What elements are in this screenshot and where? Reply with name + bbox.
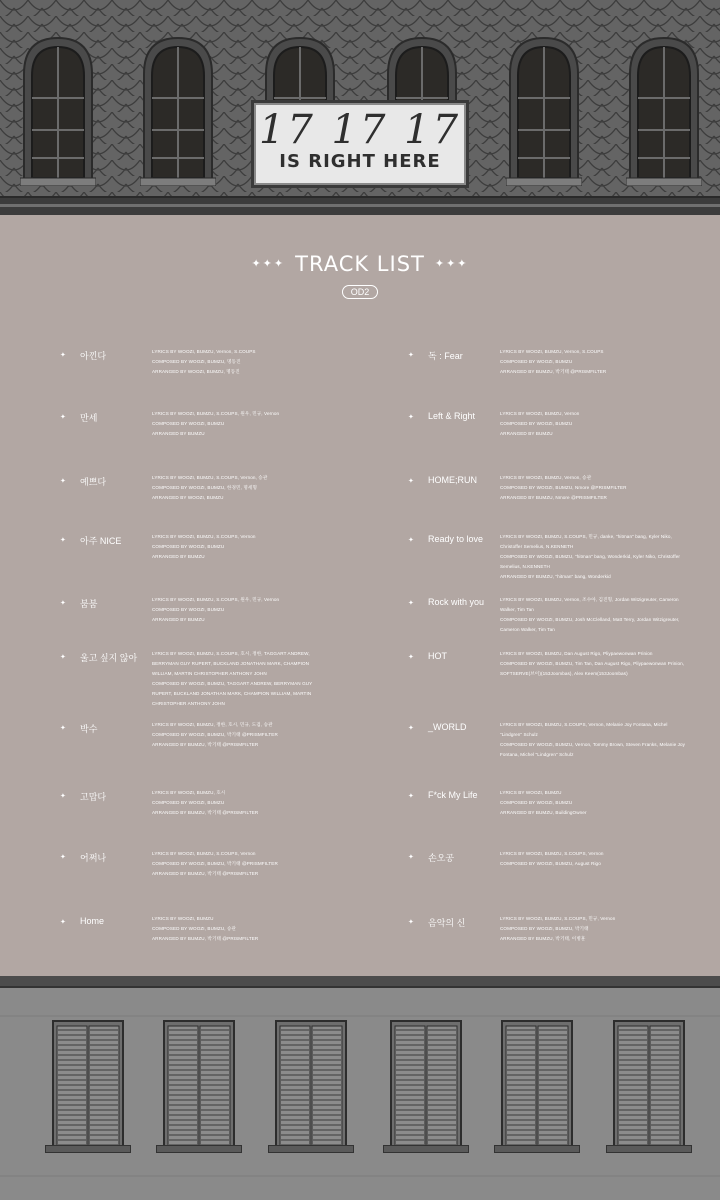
credit-line: COMPOSED BY WOOZI, BUMZU, 박기태 bbox=[500, 926, 589, 931]
bullet-icon: ✦ bbox=[408, 854, 414, 861]
credit-line: LYRICS BY WOOZI, BUMZU bbox=[152, 916, 214, 921]
credit-line: ARRANGED BY BUMZU bbox=[152, 554, 205, 559]
credit-line: COMPOSED BY WOOZI, BUMZU, "hitman" bang, Wonderkid, Kyler Niko, Christoffer Semelius, N.KENNETH bbox=[500, 554, 681, 569]
track-credits bbox=[152, 347, 317, 377]
bullet-icon: ✦ bbox=[60, 414, 66, 421]
window-sill bbox=[156, 1145, 242, 1153]
credit-line: COMPOSED BY WOOZI, BUMZU, 한경민, 명세형 bbox=[152, 485, 257, 490]
credit-line: COMPOSED BY WOOZI, BUMZU, 명동진 bbox=[152, 359, 241, 364]
credit-line: COMPOSED BY WOOZI, BUMZU bbox=[500, 359, 573, 364]
arched-window-2 bbox=[140, 34, 216, 186]
bullet-icon: ✦ bbox=[408, 654, 414, 661]
credit-line: LYRICS BY WOOZI, BUMZU, S.COUPS, Vernon bbox=[152, 534, 256, 539]
arched-window-1 bbox=[20, 34, 96, 186]
track-credits bbox=[152, 849, 317, 879]
track-credits bbox=[152, 473, 317, 503]
track-credits bbox=[152, 532, 317, 562]
stars-right-icon: ✦✦✦ bbox=[434, 258, 469, 270]
track-credits bbox=[500, 788, 690, 818]
track-title: HOME;RUN bbox=[428, 475, 477, 485]
track-title: Rock with you bbox=[428, 597, 485, 607]
credit-line: LYRICS BY WOOZI, BUMZU, Dan August Rigo, Pliypaewonwan Prinion bbox=[500, 651, 653, 656]
track-credits bbox=[152, 649, 317, 709]
track-credits bbox=[152, 720, 317, 750]
track-credits bbox=[500, 914, 690, 944]
track-title: Ready to love bbox=[428, 534, 484, 544]
disc-badge: OD2 bbox=[342, 285, 378, 299]
track-credits bbox=[500, 532, 690, 582]
credit-line: ARRANGED BY WOOZI, BUMZU bbox=[152, 495, 224, 500]
track-title: Left & Right bbox=[428, 411, 476, 421]
credit-line: COMPOSED BY WOOZI, BUMZU bbox=[500, 800, 573, 805]
title-sign bbox=[251, 100, 469, 188]
track-title: 붐붐 bbox=[80, 599, 98, 609]
credit-line: COMPOSED BY WOOZI, BUMZU, Vernon, Tommy Brown, Steven Franks, Melanie Joy Fontana, Michel "Lindgren" Schulz bbox=[500, 742, 686, 757]
track-title: HOT bbox=[428, 651, 447, 661]
credit-line: ARRANGED BY WOOZI, BUMZU, 명동진 bbox=[152, 369, 240, 374]
bullet-icon: ✦ bbox=[60, 654, 66, 661]
bullet-icon: ✦ bbox=[408, 414, 414, 421]
credit-line: LYRICS BY WOOZI, BUMZU, S.COUPS, Vernon, 승관 bbox=[152, 475, 268, 480]
credit-line: COMPOSED BY WOOZI, BUMZU, 승관 bbox=[152, 926, 237, 931]
track-title: 울고 싶지 않아 bbox=[80, 653, 138, 663]
credit-line: COMPOSED BY WOOZI, BUMZU, 박기태 @PRISMFILTER bbox=[152, 861, 278, 866]
track-credits bbox=[500, 347, 690, 377]
track-credits bbox=[152, 788, 317, 818]
shutter-window-5 bbox=[501, 1020, 573, 1152]
track-credits bbox=[152, 409, 317, 439]
credit-line: ARRANGED BY BUMZU bbox=[152, 617, 205, 622]
credit-line: LYRICS BY WOOZI, BUMZU, Vernon, 조수아, 김진형, Jordan Witzigreuter, Cameron Walker, Tim Tan bbox=[500, 597, 679, 612]
credit-line: LYRICS BY WOOZI, BUMZU, S.COUPS, 민규, danke, "hitman" bang, Kyler Niko, Christoffer Semelius, N.KENNETH bbox=[500, 534, 672, 549]
track-title: _WORLD bbox=[428, 722, 467, 732]
credit-line: LYRICS BY WOOZI, BUMZU, S.COUPS, Vernon bbox=[152, 851, 256, 856]
credit-line: LYRICS BY WOOZI, BUMZU, S.COUPS, 민규, Vernon bbox=[500, 916, 616, 921]
arched-window-6 bbox=[626, 34, 702, 186]
bullet-icon: ✦ bbox=[60, 793, 66, 800]
credit-line: COMPOSED BY WOOZI, BUMZU bbox=[152, 421, 225, 426]
shutter-window-1 bbox=[52, 1020, 124, 1152]
credit-line: ARRANGED BY BUMZU, 박기태 @PRISMFILTER bbox=[152, 742, 259, 747]
track-credits bbox=[500, 409, 690, 439]
track-title: 손오공 bbox=[428, 853, 455, 863]
credit-line: COMPOSED BY WOOZI, BUMZU, Tim Tan, Dan August Rigo, Pliypaewonwan Prinion, SOFTSERVE(브이)(153Joombas), Alex Keem(153Joombas) bbox=[500, 661, 685, 676]
credit-line: COMPOSED BY WOOZI, BUMZU, Nmore @PRISMFILTER bbox=[500, 485, 627, 490]
credit-line: COMPOSED BY WOOZI, BUMZU bbox=[152, 800, 225, 805]
track-title: 독 : Fear bbox=[428, 351, 463, 361]
credit-line: LYRICS BY WOOZI, BUMZU, S.COUPS, Vernon bbox=[500, 851, 604, 856]
credit-line: ARRANGED BY BUMZU, "hitman" bang, Wonderkid bbox=[500, 574, 611, 579]
credit-line: COMPOSED BY WOOZI, BUMZU bbox=[152, 607, 225, 612]
track-credits bbox=[500, 720, 690, 760]
stone-ledge bbox=[0, 196, 720, 215]
bullet-icon: ✦ bbox=[408, 793, 414, 800]
bullet-icon: ✦ bbox=[408, 478, 414, 485]
track-credits bbox=[500, 849, 690, 869]
bullet-icon: ✦ bbox=[60, 478, 66, 485]
shutter-window-4 bbox=[390, 1020, 462, 1152]
credit-line: LYRICS BY WOOZI, BUMZU, S.COUPS, Vernon, Melanie Joy Fontana, Michel "Lindgren" Schulz bbox=[500, 722, 668, 737]
track-title: 음악의 신 bbox=[428, 918, 466, 928]
credit-line: LYRICS BY WOOZI, BUMZU, Vernon bbox=[500, 411, 580, 416]
credit-line: LYRICS BY WOOZI, BUMZU, S.COUPS, 원우, 민규, Vernon bbox=[152, 411, 280, 416]
credit-line: COMPOSED BY WOOZI, BUMZU, Josh McClelland, Matt Terry, Jordan Witzigreuter, Cameron Walker, Tim Tan bbox=[500, 617, 680, 632]
credit-line: LYRICS BY WOOZI, BUMZU, S.COUPS, 원우, 민규, Vernon bbox=[152, 597, 280, 602]
track-credits bbox=[152, 914, 317, 944]
credit-line: ARRANGED BY BUMZU, 박기태, 이병훈 bbox=[500, 936, 586, 941]
bullet-icon: ✦ bbox=[60, 537, 66, 544]
credit-line: ARRANGED BY BUMZU, Nmore @PRISMFILTER bbox=[500, 495, 607, 500]
credit-line: LYRICS BY WOOZI, BUMZU, Vernon, S.COUPS bbox=[500, 349, 604, 354]
track-title: 만세 bbox=[80, 413, 98, 423]
bullet-icon: ✦ bbox=[60, 854, 66, 861]
bullet-icon: ✦ bbox=[408, 352, 414, 359]
track-credits bbox=[500, 473, 690, 503]
track-title: 어쩌나 bbox=[80, 853, 107, 863]
top-building-illustration bbox=[0, 0, 720, 215]
track-title: 아낀다 bbox=[80, 351, 107, 361]
window-sill bbox=[268, 1145, 354, 1153]
track-title: F*ck My Life bbox=[428, 790, 478, 800]
window-sill bbox=[494, 1145, 580, 1153]
bullet-icon: ✦ bbox=[408, 725, 414, 732]
track-credits bbox=[500, 649, 690, 679]
credit-line: LYRICS BY WOOZI, BUMZU bbox=[500, 790, 562, 795]
credit-line: COMPOSED BY WOOZI, BUMZU, August Rigo bbox=[500, 861, 601, 866]
credit-line: ARRANGED BY BUMZU, 박기태 @PRISMFILTER bbox=[152, 936, 259, 941]
bullet-icon: ✦ bbox=[60, 600, 66, 607]
bullet-icon: ✦ bbox=[408, 537, 414, 544]
bullet-icon: ✦ bbox=[60, 725, 66, 732]
credit-line: ARRANGED BY BUMZU, 박기태 @PRISMFILTER bbox=[500, 369, 607, 374]
credit-line: COMPOSED BY WOOZI, BUMZU bbox=[500, 421, 573, 426]
sign-line-2: IS RIGHT HERE bbox=[279, 151, 441, 172]
sign-line-1: 17 17 17 bbox=[258, 107, 462, 153]
credit-line: ARRANGED BY BUMZU, 박기태 @PRISMFILTER bbox=[152, 871, 259, 876]
track-title: 아주 NICE bbox=[80, 536, 122, 546]
shutter-window-6 bbox=[613, 1020, 685, 1152]
track-credits bbox=[500, 595, 690, 635]
credit-line: ARRANGED BY BUMZU, 박기태 @PRISMFILTER bbox=[152, 810, 259, 815]
track-credits bbox=[152, 595, 317, 625]
credit-line: LYRICS BY WOOZI, BUMZU, Vernon, S.COUPS bbox=[152, 349, 256, 354]
credit-line: COMPOSED BY WOOZI, BUMZU, 박기태 @PRISMFILTER bbox=[152, 732, 278, 737]
bullet-icon: ✦ bbox=[408, 919, 414, 926]
bullet-icon: ✦ bbox=[60, 919, 66, 926]
window-sill bbox=[383, 1145, 469, 1153]
track-title: 예쁘다 bbox=[80, 477, 107, 487]
credit-line: ARRANGED BY BUMZU bbox=[500, 431, 553, 436]
credit-line: LYRICS BY WOOZI, BUMZU, 정한, 호시, 민규, 도겸, 승관 bbox=[152, 722, 273, 727]
shutter-window-2 bbox=[163, 1020, 235, 1152]
track-title: 고맙다 bbox=[80, 792, 107, 802]
credit-line: COMPOSED BY WOOZI, BUMZU bbox=[152, 544, 225, 549]
shutter-window-3 bbox=[275, 1020, 347, 1152]
track-title: 박수 bbox=[80, 724, 98, 734]
credit-line: LYRICS BY WOOZI, BUMZU, S.COUPS, 호시, 정한, TAGGART ANDREW, BERRYMAN GUY RUPERT, BUCKLAND JONATHAN MARK, CHAMPION WILLIAM, MARTIN CHRISTOPHER ANTHONY JOHN bbox=[152, 651, 310, 676]
window-sill bbox=[606, 1145, 692, 1153]
credit-line: ARRANGED BY BUMZU, BuildingOwner bbox=[500, 810, 587, 815]
stars-left-icon: ✦✦✦ bbox=[251, 258, 286, 270]
credit-line: ARRANGED BY BUMZU bbox=[152, 431, 205, 436]
credit-line: LYRICS BY WOOZI, BUMZU, 호시 bbox=[152, 790, 226, 795]
page-title: TRACK LIST bbox=[295, 252, 425, 276]
credit-line: COMPOSED BY WOOZI, BUMZU, TAGGART ANDREW, BERRYMAN GUY RUPERT, BUCKLAND JONATHAN MARK, CHAMPION WILLIAM, MARTIN CHRISTOPHER ANTHONY JOHN bbox=[152, 681, 313, 706]
bullet-icon: ✦ bbox=[408, 600, 414, 607]
bullet-icon: ✦ bbox=[60, 352, 66, 359]
arched-window-5 bbox=[506, 34, 582, 186]
track-title: Home bbox=[80, 916, 105, 926]
track-list-heading bbox=[0, 252, 720, 276]
window-sill bbox=[45, 1145, 131, 1153]
credit-line: LYRICS BY WOOZI, BUMZU, Vernon, 승관 bbox=[500, 475, 592, 480]
